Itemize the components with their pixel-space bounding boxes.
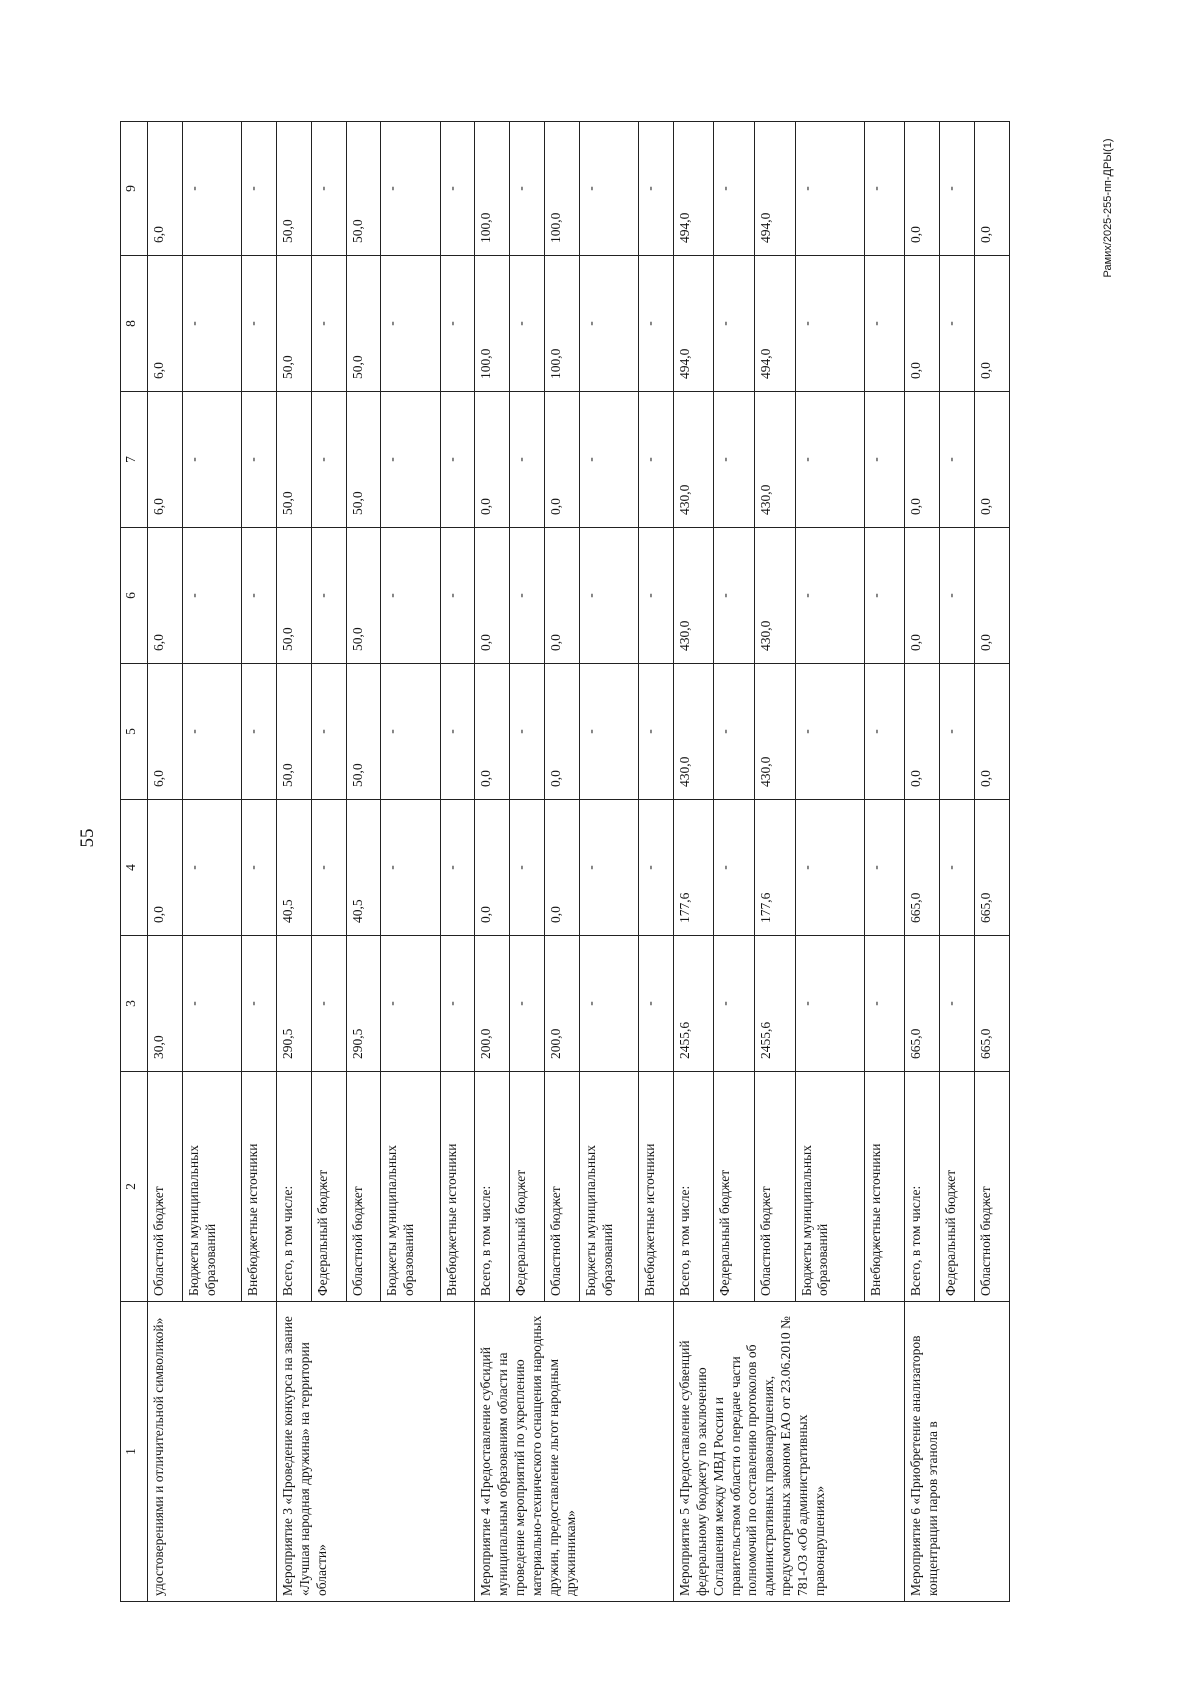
value-cell: -	[440, 122, 475, 256]
funding-source: Всего, в том числе:	[905, 1072, 940, 1302]
value-cell: -	[242, 936, 277, 1072]
value-cell: -	[714, 122, 755, 256]
value-cell: -	[242, 664, 277, 800]
value-cell: 0,0	[475, 800, 510, 936]
budget-table	[120, 121, 1010, 1602]
funding-source: Областной бюджет	[755, 1072, 796, 1302]
measure-title: Мероприятие 5 «Предоставление субвенций федеральному бюджету по заключению Соглашения между МВД России и правительством области о передаче части полномочий по составлению протоколов об административных правонарушениях, предусмотренных законом ЕАО от 23.06.2010 № 781-ОЗ «Об административных правонарушениях»	[673, 1302, 904, 1602]
value-cell: -	[510, 392, 545, 528]
value-cell: 50,0	[276, 122, 311, 256]
value-cell: -	[940, 256, 975, 392]
value-cell: -	[510, 800, 545, 936]
budget-table-container	[120, 122, 1010, 1602]
value-cell: -	[864, 122, 905, 256]
measure-title: Мероприятие 3 «Проведение конкурса на звание «Лучшая народная дружина» на территории области»	[276, 1302, 475, 1602]
value-cell: 494,0	[673, 122, 714, 256]
funding-source: Внебюджетные источники	[242, 1072, 277, 1302]
col-header: 8	[121, 256, 148, 392]
value-cell: -	[242, 392, 277, 528]
value-cell: -	[714, 392, 755, 528]
value-cell: -	[182, 122, 241, 256]
table-body	[148, 122, 1010, 1602]
value-cell: 100,0	[545, 122, 580, 256]
funding-source: Областной бюджет	[545, 1072, 580, 1302]
value-cell: 0,0	[905, 528, 940, 664]
header-row	[121, 122, 148, 1602]
value-cell: 200,0	[545, 936, 580, 1072]
funding-source: Внебюджетные источники	[440, 1072, 475, 1302]
value-cell: 6,0	[148, 256, 183, 392]
col-header: 5	[121, 664, 148, 800]
value-cell: -	[182, 936, 241, 1072]
value-cell: -	[182, 528, 241, 664]
value-cell: 494,0	[755, 122, 796, 256]
value-cell: 430,0	[755, 528, 796, 664]
funding-source: Бюджеты муниципальных образований	[579, 1072, 638, 1302]
value-cell: 50,0	[276, 392, 311, 528]
value-cell: 0,0	[905, 392, 940, 528]
value-cell: 50,0	[346, 392, 381, 528]
value-cell: 6,0	[148, 664, 183, 800]
value-cell: -	[242, 256, 277, 392]
value-cell: -	[864, 936, 905, 1072]
value-cell: -	[714, 528, 755, 664]
table-row	[673, 122, 714, 1602]
value-cell: 50,0	[346, 528, 381, 664]
value-cell: 200,0	[475, 936, 510, 1072]
value-cell: 0,0	[545, 664, 580, 800]
value-cell: 494,0	[755, 256, 796, 392]
value-cell: -	[940, 664, 975, 800]
value-cell: -	[639, 122, 674, 256]
funding-source: Бюджеты муниципальных образований	[795, 1072, 864, 1302]
value-cell: -	[579, 664, 638, 800]
value-cell: 290,5	[346, 936, 381, 1072]
value-cell: -	[795, 122, 864, 256]
value-cell: -	[940, 936, 975, 1072]
col-header: 2	[121, 1072, 148, 1302]
value-cell: 665,0	[905, 936, 940, 1072]
value-cell: 2455,6	[755, 936, 796, 1072]
value-cell: -	[639, 392, 674, 528]
funding-source: Внебюджетные источники	[864, 1072, 905, 1302]
value-cell: -	[940, 800, 975, 936]
value-cell: 665,0	[974, 800, 1009, 936]
value-cell: 494,0	[673, 256, 714, 392]
value-cell: 0,0	[974, 256, 1009, 392]
value-cell: -	[311, 664, 346, 800]
value-cell: -	[639, 256, 674, 392]
value-cell: -	[242, 528, 277, 664]
value-cell: -	[311, 392, 346, 528]
value-cell: -	[510, 664, 545, 800]
table-row	[905, 122, 940, 1602]
value-cell: 665,0	[905, 800, 940, 936]
col-header: 1	[121, 1302, 148, 1602]
measure-title: Мероприятие 6 «Приобретение анализаторов концентрации паров этанола в	[905, 1302, 1010, 1602]
value-cell: 430,0	[673, 664, 714, 800]
funding-source: Федеральный бюджет	[714, 1072, 755, 1302]
table-row	[148, 122, 183, 1602]
value-cell: 2455,6	[673, 936, 714, 1072]
funding-source: Бюджеты муниципальных образований	[381, 1072, 440, 1302]
value-cell: -	[864, 392, 905, 528]
value-cell: 0,0	[974, 528, 1009, 664]
value-cell: -	[242, 800, 277, 936]
value-cell: 290,5	[276, 936, 311, 1072]
funding-source: Областной бюджет	[346, 1072, 381, 1302]
value-cell: 430,0	[755, 392, 796, 528]
funding-source: Областной бюджет	[974, 1072, 1009, 1302]
funding-source: Бюджеты муниципальных образований	[182, 1072, 241, 1302]
funding-source: Всего, в том числе:	[475, 1072, 510, 1302]
value-cell: -	[311, 122, 346, 256]
value-cell: -	[639, 800, 674, 936]
value-cell: 430,0	[673, 392, 714, 528]
value-cell: -	[381, 936, 440, 1072]
value-cell: -	[311, 256, 346, 392]
value-cell: -	[714, 936, 755, 1072]
value-cell: -	[311, 528, 346, 664]
value-cell: 430,0	[755, 664, 796, 800]
value-cell: 50,0	[346, 664, 381, 800]
value-cell: 100,0	[545, 256, 580, 392]
value-cell: -	[795, 528, 864, 664]
funding-source: Федеральный бюджет	[940, 1072, 975, 1302]
value-cell: 0,0	[905, 122, 940, 256]
value-cell: -	[714, 800, 755, 936]
col-header: 3	[121, 936, 148, 1072]
value-cell: -	[510, 936, 545, 1072]
value-cell: -	[639, 664, 674, 800]
value-cell: -	[795, 936, 864, 1072]
value-cell: 0,0	[905, 256, 940, 392]
value-cell: -	[381, 664, 440, 800]
value-cell: -	[440, 528, 475, 664]
col-header: 4	[121, 800, 148, 936]
document-reference: Рамих/2025-255-пп-ДРЫ(1)	[1102, 138, 1114, 278]
value-cell: 177,6	[673, 800, 714, 936]
value-cell: -	[579, 392, 638, 528]
value-cell: -	[579, 936, 638, 1072]
value-cell: -	[440, 800, 475, 936]
table-row	[276, 122, 311, 1602]
value-cell: -	[864, 528, 905, 664]
value-cell: -	[440, 256, 475, 392]
value-cell: -	[440, 392, 475, 528]
value-cell: -	[182, 664, 241, 800]
value-cell: 0,0	[545, 528, 580, 664]
value-cell: 50,0	[276, 256, 311, 392]
value-cell: -	[182, 800, 241, 936]
value-cell: -	[940, 392, 975, 528]
funding-source: Областной бюджет	[148, 1072, 183, 1302]
value-cell: 0,0	[974, 392, 1009, 528]
value-cell: 50,0	[276, 664, 311, 800]
value-cell: 40,5	[276, 800, 311, 936]
value-cell: -	[381, 122, 440, 256]
value-cell: -	[579, 256, 638, 392]
value-cell: 6,0	[148, 392, 183, 528]
value-cell: 0,0	[545, 392, 580, 528]
value-cell: 0,0	[475, 392, 510, 528]
value-cell: -	[714, 664, 755, 800]
value-cell: -	[795, 256, 864, 392]
value-cell: -	[311, 800, 346, 936]
value-cell: 0,0	[905, 664, 940, 800]
value-cell: -	[182, 392, 241, 528]
value-cell: 430,0	[673, 528, 714, 664]
value-cell: -	[714, 256, 755, 392]
value-cell: 0,0	[545, 800, 580, 936]
value-cell: 665,0	[974, 936, 1009, 1072]
value-cell: -	[864, 800, 905, 936]
measure-title: удостоверениями и отличительной символикой»	[148, 1302, 277, 1602]
value-cell: -	[579, 122, 638, 256]
value-cell: 50,0	[346, 256, 381, 392]
value-cell: -	[639, 528, 674, 664]
value-cell: -	[579, 800, 638, 936]
value-cell: 50,0	[276, 528, 311, 664]
funding-source: Внебюджетные источники	[639, 1072, 674, 1302]
value-cell: 100,0	[475, 122, 510, 256]
value-cell: -	[381, 392, 440, 528]
measure-title: Мероприятие 4 «Предоставление субсидий муниципальным образованиям области на проведение мероприятий по укреплению материально-технического оснащения народных дружин, предоставление льгот народным дружинникам»	[475, 1302, 674, 1602]
value-cell: 0,0	[974, 664, 1009, 800]
value-cell: 177,6	[755, 800, 796, 936]
funding-source: Всего, в том числе:	[276, 1072, 311, 1302]
value-cell: 6,0	[148, 528, 183, 664]
value-cell: 0,0	[148, 800, 183, 936]
value-cell: 40,5	[346, 800, 381, 936]
col-header: 6	[121, 528, 148, 664]
value-cell: -	[864, 256, 905, 392]
page-number: 55	[77, 828, 98, 848]
value-cell: -	[311, 936, 346, 1072]
value-cell: 30,0	[148, 936, 183, 1072]
value-cell: -	[639, 936, 674, 1072]
col-header: 7	[121, 392, 148, 528]
value-cell: -	[510, 528, 545, 664]
value-cell: -	[381, 256, 440, 392]
funding-source: Федеральный бюджет	[311, 1072, 346, 1302]
value-cell: 6,0	[148, 122, 183, 256]
value-cell: -	[440, 664, 475, 800]
value-cell: -	[940, 528, 975, 664]
value-cell: -	[510, 122, 545, 256]
value-cell: -	[381, 800, 440, 936]
value-cell: -	[242, 122, 277, 256]
funding-source: Федеральный бюджет	[510, 1072, 545, 1302]
value-cell: 0,0	[974, 122, 1009, 256]
value-cell: -	[864, 664, 905, 800]
value-cell: -	[940, 122, 975, 256]
value-cell: 0,0	[475, 664, 510, 800]
value-cell: -	[579, 528, 638, 664]
col-header: 9	[121, 122, 148, 256]
value-cell: 100,0	[475, 256, 510, 392]
value-cell: -	[510, 256, 545, 392]
value-cell: -	[795, 664, 864, 800]
value-cell: -	[795, 800, 864, 936]
value-cell: -	[795, 392, 864, 528]
value-cell: -	[182, 256, 241, 392]
table-row	[475, 122, 510, 1602]
value-cell: -	[440, 936, 475, 1072]
value-cell: -	[381, 528, 440, 664]
funding-source: Всего, в том числе:	[673, 1072, 714, 1302]
value-cell: 0,0	[475, 528, 510, 664]
value-cell: 50,0	[346, 122, 381, 256]
